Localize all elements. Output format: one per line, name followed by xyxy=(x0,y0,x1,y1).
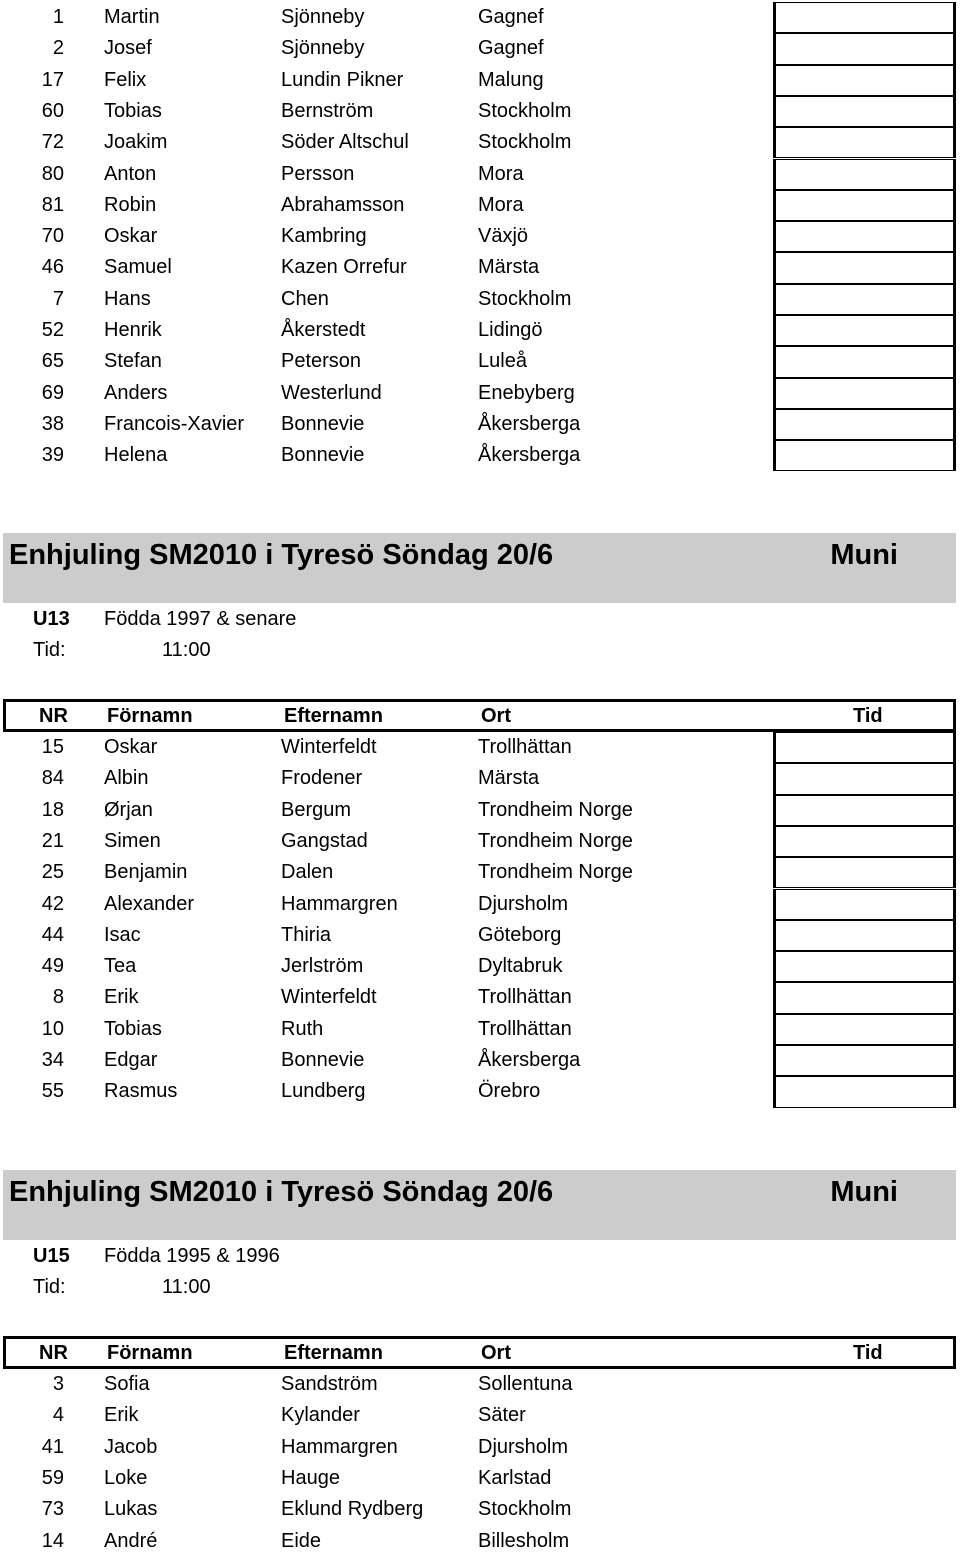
table-row xyxy=(0,221,960,252)
start-number: 42 xyxy=(41,892,64,915)
first-name: Rasmus xyxy=(104,1080,178,1103)
town: Dyltabruk xyxy=(478,955,563,978)
first-name: Anders xyxy=(104,381,168,404)
town: Stockholm xyxy=(478,1498,572,1521)
last-name: Sjönneby xyxy=(281,6,365,28)
first-name: Benjamin xyxy=(104,861,188,884)
start-number: 55 xyxy=(41,1080,64,1103)
start-number: 3 xyxy=(52,1373,64,1395)
first-name: Samuel xyxy=(104,256,172,279)
last-name: Hammargren xyxy=(281,1435,398,1458)
town: Karlstad xyxy=(478,1466,552,1489)
class-description: Födda 1995 & 1996 xyxy=(104,1245,280,1267)
last-name: Bonnevie xyxy=(281,1049,365,1071)
last-name: Bergum xyxy=(281,798,352,821)
first-name: Alexander xyxy=(104,892,195,915)
first-name: Erik xyxy=(104,986,139,1009)
first-name: Tobias xyxy=(104,99,162,122)
start-number: 25 xyxy=(41,861,64,884)
table-row xyxy=(0,346,960,377)
table-row xyxy=(0,1369,960,1400)
section-header-band xyxy=(3,533,956,603)
table-row xyxy=(0,409,960,440)
start-time-line xyxy=(0,1272,700,1303)
town: Trondheim Norge xyxy=(478,861,633,884)
first-name: Lukas xyxy=(104,1498,158,1521)
table-row xyxy=(0,732,960,763)
first-name: Helena xyxy=(104,444,168,467)
header-tid: Tid xyxy=(853,1342,883,1364)
class-description: Födda 1997 & senare xyxy=(104,608,297,630)
first-name: Felix xyxy=(104,68,147,91)
town: Trollhättan xyxy=(478,986,572,1009)
town: Säter xyxy=(478,1404,526,1427)
table-row xyxy=(0,763,960,794)
first-name: Erik xyxy=(104,1404,139,1427)
town: Djursholm xyxy=(478,892,569,915)
table-row xyxy=(0,1432,960,1463)
last-name: Winterfeldt xyxy=(281,736,377,758)
time-entry-box[interactable] xyxy=(773,127,956,158)
town: Luleå xyxy=(478,350,527,373)
time-entry-box[interactable] xyxy=(773,346,956,377)
town: Mora xyxy=(478,162,524,185)
table-row xyxy=(0,951,960,982)
time-entry-box[interactable] xyxy=(773,795,956,826)
time-entry-box[interactable] xyxy=(773,920,956,951)
time-entry-box[interactable] xyxy=(773,1045,956,1076)
last-name: Winterfeldt xyxy=(281,986,377,1009)
first-name: Stefan xyxy=(104,350,162,373)
table-row xyxy=(0,1526,960,1557)
time-entry-box[interactable] xyxy=(773,1014,956,1045)
start-number: 34 xyxy=(41,1049,64,1071)
table-row xyxy=(0,857,960,888)
last-name: Sandström xyxy=(281,1373,378,1395)
town: Gagnef xyxy=(478,37,544,60)
town: Sollentuna xyxy=(478,1373,573,1395)
table-row xyxy=(0,1045,960,1076)
table-row xyxy=(0,889,960,920)
first-name: Hans xyxy=(104,287,151,310)
time-entry-box[interactable] xyxy=(773,96,956,127)
time-entry-box[interactable] xyxy=(773,763,956,794)
class-label: U15 xyxy=(33,1245,70,1267)
section-header-band xyxy=(3,1170,956,1240)
table-row xyxy=(0,127,960,158)
time-entry-box[interactable] xyxy=(773,889,956,920)
header-tid: Tid xyxy=(853,705,883,727)
first-name: Robin xyxy=(104,193,157,216)
town: Stockholm xyxy=(478,287,572,310)
start-time-label: Tid: xyxy=(33,639,66,661)
first-name: Anton xyxy=(104,162,157,185)
town: Stockholm xyxy=(478,99,572,122)
time-entry-box[interactable] xyxy=(773,2,956,33)
first-name: Loke xyxy=(104,1466,148,1489)
town: Trollhättan xyxy=(478,1017,572,1040)
time-entry-box[interactable] xyxy=(773,378,956,409)
start-number: 21 xyxy=(41,829,64,852)
last-name: Abrahamsson xyxy=(281,193,405,216)
town: Göteborg xyxy=(478,923,562,946)
table-row xyxy=(0,96,960,127)
town: Växjö xyxy=(478,225,529,248)
class-label: U13 xyxy=(33,608,70,630)
time-entry-box[interactable] xyxy=(773,159,956,190)
start-number: 49 xyxy=(41,955,64,978)
table-row xyxy=(0,284,960,315)
table-row xyxy=(0,1076,960,1107)
time-entry-box[interactable] xyxy=(773,65,956,96)
time-entry-box[interactable] xyxy=(773,284,956,315)
town: Märsta xyxy=(478,256,540,279)
table-row xyxy=(0,1463,960,1494)
first-name: Tobias xyxy=(104,1017,162,1040)
start-time-value: 11:00 xyxy=(162,1276,211,1298)
header-ort: Ort xyxy=(481,705,511,727)
town: Djursholm xyxy=(478,1435,569,1458)
last-name: Frodener xyxy=(281,767,363,790)
start-number: 38 xyxy=(41,412,64,435)
time-entry-box[interactable] xyxy=(773,826,956,857)
last-name: Bonnevie xyxy=(281,412,365,435)
table-header xyxy=(3,699,956,732)
town: Trondheim Norge xyxy=(478,798,633,821)
last-name: Bonnevie xyxy=(281,444,365,467)
table-row xyxy=(0,1400,960,1431)
start-number: 72 xyxy=(41,131,64,154)
time-entry-box[interactable] xyxy=(773,1076,956,1107)
start-number: 73 xyxy=(41,1498,64,1521)
time-entry-box[interactable] xyxy=(773,732,956,763)
discipline-label: Muni xyxy=(830,539,898,571)
table-row xyxy=(0,920,960,951)
header-efternamn: Efternamn xyxy=(284,1342,383,1364)
last-name: Dalen xyxy=(281,861,334,884)
table-header xyxy=(3,1336,956,1369)
last-name: Jerlström xyxy=(281,955,364,978)
first-name: Isac xyxy=(104,923,141,946)
last-name: Kylander xyxy=(281,1404,360,1427)
first-name: Jacob xyxy=(104,1435,158,1458)
start-number: 17 xyxy=(41,68,64,91)
town: Åkersberga xyxy=(478,412,581,435)
last-name: Lundberg xyxy=(281,1080,366,1103)
table-row xyxy=(0,1494,960,1525)
town: Märsta xyxy=(478,767,540,790)
start-number: 70 xyxy=(41,225,64,248)
start-number: 7 xyxy=(52,287,64,310)
first-name: Edgar xyxy=(104,1049,158,1071)
first-name: Albin xyxy=(104,767,149,790)
start-number: 59 xyxy=(41,1466,64,1489)
last-name: Chen xyxy=(281,287,329,310)
time-entry-box[interactable] xyxy=(773,221,956,252)
last-name: Gangstad xyxy=(281,829,368,852)
start-number: 39 xyxy=(41,444,64,467)
last-name: Kambring xyxy=(281,225,367,248)
first-name: Henrik xyxy=(104,319,162,341)
town: Mora xyxy=(478,193,524,216)
table-row xyxy=(0,982,960,1013)
first-name: Joakim xyxy=(104,131,168,154)
town: Malung xyxy=(478,68,544,91)
first-name: Tea xyxy=(104,955,137,978)
first-name: Ørjan xyxy=(104,798,153,821)
table-row xyxy=(0,795,960,826)
last-name: Bernström xyxy=(281,99,374,122)
last-name: Hammargren xyxy=(281,892,398,915)
header-fornamn: Förnamn xyxy=(107,1342,193,1364)
start-time-line xyxy=(0,635,700,666)
table-row xyxy=(0,315,960,346)
town: Billesholm xyxy=(478,1529,570,1552)
table-row xyxy=(0,378,960,409)
header-nr: NR xyxy=(39,705,68,727)
start-number: 84 xyxy=(41,767,64,790)
last-name: Hauge xyxy=(281,1466,340,1489)
table-row xyxy=(0,1014,960,1045)
first-name: Martin xyxy=(104,6,160,28)
first-name: Francois-Xavier xyxy=(104,412,245,435)
time-entry-box[interactable] xyxy=(773,315,956,346)
table-row xyxy=(0,2,960,33)
last-name: Peterson xyxy=(281,350,362,373)
town: Örebro xyxy=(478,1080,541,1103)
start-number: 65 xyxy=(41,350,64,373)
discipline-label: Muni xyxy=(830,1176,898,1208)
start-number: 10 xyxy=(41,1017,64,1040)
start-number: 14 xyxy=(41,1529,64,1552)
start-number: 1 xyxy=(52,6,64,28)
town: Stockholm xyxy=(478,131,572,154)
start-number: 80 xyxy=(41,162,64,185)
start-number: 18 xyxy=(41,798,64,821)
first-name: Simen xyxy=(104,829,161,852)
start-number: 81 xyxy=(41,193,64,216)
last-name: Eklund Rydberg xyxy=(281,1498,424,1521)
last-name: Kazen Orrefur xyxy=(281,256,407,279)
table-row xyxy=(0,159,960,190)
time-entry-box[interactable] xyxy=(773,857,956,888)
town: Lidingö xyxy=(478,319,543,341)
header-ort: Ort xyxy=(481,1342,511,1364)
town: Åkersberga xyxy=(478,444,581,467)
last-name: Eide xyxy=(281,1529,322,1552)
start-number: 4 xyxy=(52,1404,64,1427)
start-number: 44 xyxy=(41,923,64,946)
start-number: 60 xyxy=(41,99,64,122)
first-name: Sofia xyxy=(104,1373,150,1395)
header-fornamn: Förnamn xyxy=(107,705,193,727)
start-number: 15 xyxy=(41,736,64,758)
town: Trollhättan xyxy=(478,736,572,758)
time-entry-box[interactable] xyxy=(773,33,956,64)
town: Gagnef xyxy=(478,6,544,28)
last-name: Åkerstedt xyxy=(281,319,366,341)
last-name: Thiria xyxy=(281,923,332,946)
start-number: 8 xyxy=(52,986,64,1009)
last-name: Westerlund xyxy=(281,381,382,404)
section-title: Enhjuling SM2010 i Tyresö Söndag 20/6 xyxy=(9,1176,554,1208)
table-row xyxy=(0,826,960,857)
first-name: Oskar xyxy=(104,225,158,248)
time-entry-box[interactable] xyxy=(773,190,956,221)
town: Trondheim Norge xyxy=(478,829,633,852)
class-line xyxy=(0,604,700,635)
start-time-value: 11:00 xyxy=(162,639,211,661)
last-name: Lundin Pikner xyxy=(281,68,404,91)
start-time-label: Tid: xyxy=(33,1276,66,1298)
table-row xyxy=(0,252,960,283)
table-row xyxy=(0,65,960,96)
start-number: 2 xyxy=(52,37,64,60)
last-name: Sjönneby xyxy=(281,37,365,60)
class-line xyxy=(0,1241,700,1272)
first-name: Oskar xyxy=(104,736,158,758)
last-name: Persson xyxy=(281,162,355,185)
table-row xyxy=(0,190,960,221)
time-entry-box[interactable] xyxy=(773,982,956,1013)
start-number: 52 xyxy=(41,319,64,341)
header-nr: NR xyxy=(39,1342,68,1364)
start-number: 41 xyxy=(41,1435,64,1458)
last-name: Söder Altschul xyxy=(281,131,409,154)
start-number: 46 xyxy=(41,256,64,279)
town: Enebyberg xyxy=(478,381,575,404)
header-efternamn: Efternamn xyxy=(284,705,383,727)
start-number: 69 xyxy=(41,381,64,404)
first-name: Josef xyxy=(104,37,152,60)
time-entry-box[interactable] xyxy=(773,252,956,283)
table-row xyxy=(0,440,960,471)
time-entry-box[interactable] xyxy=(773,440,956,471)
time-entry-box[interactable] xyxy=(773,409,956,440)
town: Åkersberga xyxy=(478,1049,581,1071)
table-row xyxy=(0,33,960,64)
last-name: Ruth xyxy=(281,1017,324,1040)
section-title: Enhjuling SM2010 i Tyresö Söndag 20/6 xyxy=(9,539,554,571)
first-name: André xyxy=(104,1529,158,1552)
time-entry-box[interactable] xyxy=(773,951,956,982)
